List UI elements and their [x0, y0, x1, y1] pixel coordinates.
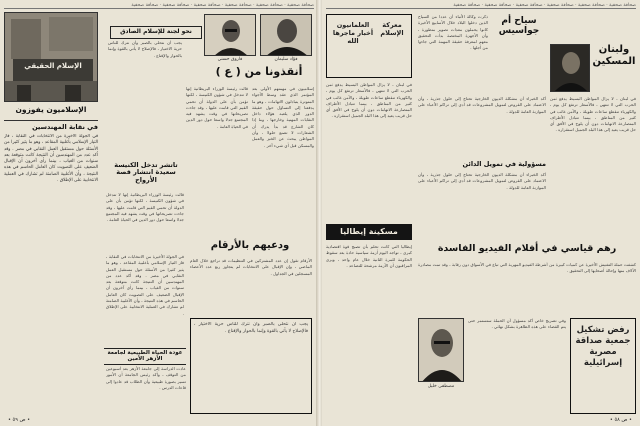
quote-box-text: يجب أن نتحلى بالصبر وأن نترك للناس حرية الاختيار ، فالإصلاح لا يأتي بالقوة وإنما بالحوار والإقناع .: [194, 322, 308, 334]
azhar-headline: عودة الحياة الطبيعية لجامعة الأزهر الأمين: [104, 348, 186, 365]
islam-battle-box: [326, 14, 412, 78]
intro-column: يجب أن نتحلى بالصبر وأن نترك للناس حرية الاختيار ، فالإصلاح لا يأتي بالقوة وإنما بالحوار والإقناع .: [108, 40, 182, 58]
islam-box-headline: العلمانيون أخبار ماجرها الله: [332, 21, 374, 45]
portrait-fouad-caption: فؤاد سليمان: [274, 57, 298, 62]
person-portrait-icon: [205, 15, 256, 56]
person-portrait-icon: [261, 15, 312, 56]
left-page: [0, 0, 318, 426]
running-head-right: صحافة صحفية · صحافة صحفية · صحافة صحفية · صحافة صحفية · صحافة صحفية · صحافة صحفية: [326, 2, 636, 9]
video-films-text: كشفت حملة التفتيش الأخيرة عن كميات كبيرة من أشرطة الفيديو المهربة التي تباع في الأسواق دون رقابة ، وقد تمت مصادرة الآلاف منها وإحالة أصحابها إلى التحقيق .: [418, 262, 636, 274]
mustafa-khalil-portrait: [418, 318, 464, 382]
portrait-farouk: [204, 14, 256, 56]
lead-headline: أنقذونا من ( ع ): [215, 65, 303, 78]
street-photo: [4, 12, 98, 102]
italy-headline: مسكينة إيطاليا: [326, 224, 412, 240]
italy-text: إيطاليا التي كانت تحلم بأن تصبح قوة اقتصادية كبرى ، تواجه اليوم أزمة سياسية حادة بعد سقوط الحكومة للمرة الثانية خلال عام واحد ، ويرى المراقبون أن الأزمة مرشحة للتصاعد .: [326, 244, 412, 268]
thatcher-text: قالت رئيسة الوزراء البريطانية إنها لا تتدخل في شؤون الكنيسة ، لكنها تؤمن بأن على الدولة أن تحمي القيم التي قامت عليها ، وقد جاءت تصريحاتها في وقت يشهد فيه المجتمع جدلا واسعا حول دور الدين في الحياة العامة .: [106, 192, 184, 223]
video-films-headline: رهم قياسي في أفلام الفيديو الفاسدة: [437, 243, 617, 254]
thatcher-headline: تاتشر تدخل الكنيسة سعيدة انتشار قصة الأرواح: [114, 161, 178, 184]
portrait-farouk-caption: فاروق حسني: [217, 57, 243, 62]
numbers-headline: ودعيهم بالأرقام: [210, 240, 290, 251]
lebanon-portrait: [550, 44, 590, 92]
lebanon-headline: ولبنان المسكين: [592, 44, 636, 67]
folio-right: • ص ٥٨ •: [609, 417, 632, 423]
lebanon-text: في لبنان ، لا يزال المواطن البسيط يدفع ثمن الحرب التي لا تنتهي ، فالأسعار ترتفع كل يوم ، والكهرباء تنقطع ساعات طويلة ، والأمن غائب في كثير من المناطق ، بينما تتبادل الأطراف المتصارعة الاتهامات دون أن يلوح في الأفق أي حل قريب يعيد إلى هذا البلد الجميل استقراره .: [550, 96, 636, 133]
running-head-left: صحافة صحفية · صحافة صحفية · صحافة صحفية · صحافة صحفية · صحافة صحفية · صحافة صحفية: [4, 2, 314, 9]
spies-continued-text: أكد الخبراء أن مشكلة الديون الخارجية تحتاج إلى حلول جذرية ، وأن الاعتماد على القروض لتمويل المشروعات قد أدى إلى تراكم الأعباء على الموازنة العامة للدولة .: [418, 96, 546, 114]
divider: [4, 120, 98, 121]
israel-friendship-box: [570, 318, 636, 414]
islam-box-title: معركة الإسلام: [380, 21, 404, 37]
person-portrait-icon: [551, 45, 590, 92]
quote-box: [190, 318, 312, 414]
azhar-text: عادت الدراسة إلى جامعة الأزهر بعد أسبوعين من التوقف ، وأكد رئيس الجامعة أن الأمور تسير بصورة طبيعية وأن الطلاب قد عادوا إلى قاعات الدرس .: [106, 366, 186, 390]
folio-left: • ص ٥٩ •: [8, 417, 31, 423]
islam-article-text: في لبنان ، لا يزال المواطن البسيط يدفع ثمن الحرب التي لا تنتهي ، فالأسعار ترتفع كل يوم ، والكهرباء تنقطع ساعات طويلة ، والأمن غائب في كثير من المناطق ، بينما تتبادل الأطراف المتصارعة الاتهامات دون أن يلوح في الأفق أي حل قريب يعيد إلى هذا البلد الجميل استقراره .: [326, 82, 412, 119]
numbers-text: الأرقام تقول إن عدد المشتركين في التنظيمات قد تراجع خلال العام الماضي ، وإن الإقبال على الانتخابات لم يتجاوز ربع عدد الأعضاء المسجلين في الجداول .: [190, 258, 312, 276]
mustafa-khalil-caption: مصطفى خليل: [427, 384, 455, 389]
israel-friendship-headline: رفض تشكيل جمعية صداقة مصرية إسرائيلية: [575, 325, 631, 368]
finance-subhead: مسؤولية في تمويل الدائن: [462, 160, 546, 168]
spies-headline: سياح أم جواسيس: [498, 16, 540, 37]
portrait-fouad: [260, 14, 312, 56]
islamists-win-text: في الجولة الأخيرة من الانتخابات في النقابة ، فاز التيار الإسلامي بأغلبية المقاعد ، وهو ما يثير كثيرا من الأسئلة حول مستقبل العمل النقابي في مصر . وقد أكد عدد من المهندسين أن النتيجة كانت متوقعة بعد سنوات من الغياب ، بينما رأى آخرون أن الإقبال الضعيف على التصويت كان العامل الحاسم في هذه النتيجة ، وأن الأغلبية الصامتة لم تشارك في العملية الانتخابية على الإطلاق .: [4, 134, 98, 184]
lead-article-text-2: قالت رئيسة الوزراء البريطانية إنها لا تتدخل في شؤون الكنيسة ، لكنها تؤمن بأن على الدولة أن تحمي القيم التي قامت عليها ، وقد جاءت تصريحاتها في وقت يشهد فيه المجتمع جدلا واسعا حول دور الدين في الحياة العامة .: [186, 86, 248, 129]
building-illustration: [5, 13, 98, 102]
lead-article-text-1: إسلاميون في مهمتهم الأولى بعد المؤتمر الذي عقد وسط الأجواء المتوترة يتبادلون الاتهامات ، وهو ما يدفعنا إلى التساؤل حول حقيقة الدور الذي يلعبه هؤلاء داخل النقابات المهنية وخارجها ، وما إذا كان الشارع قد بدأ يدرك أن الشعارات لا تصنع حلولا ، وأن المواطن يبحث عن الخبز والعمل والمسكن قبل أي شيء آخر .: [252, 86, 314, 148]
person-portrait-icon: [419, 319, 464, 382]
islamists-win-subhead: في نقابة المهندسين: [32, 123, 98, 131]
right-page: [322, 0, 640, 426]
street-sign-text: الإسلام الحقيقي: [24, 62, 82, 70]
slogan-headline: نحو لجنة للإسلام الصادق: [110, 26, 202, 39]
closing-text: وفي تصريح خاص أكد مسؤول أن الحملة ستستمر حتى يتم القضاء على هذه الظاهرة بشكل نهائي .: [468, 318, 566, 330]
spies-text: ذكرت وكالة الأنباء أن عددا من السياح الذين دخلوا البلاد خلال الأسابيع الأخيرة كانوا يحملون معدات تصوير متطورة ، وأن الأجهزة المختصة بدأت التحقيق معهم لمعرفة حقيقة المهمة التي جاءوا من أجلها .: [418, 14, 488, 51]
islamists-win-headline: الإسلاميون يفوزون: [15, 105, 87, 114]
finance-text: أكد الخبراء أن مشكلة الديون الخارجية تحتاج إلى حلول جذرية ، وأن الاعتماد على القروض لتمويل المشروعات قد أدى إلى تراكم الأعباء على الموازنة العامة للدولة .: [418, 172, 546, 190]
middle-column-text: في الجولة الأخيرة من الانتخابات في النقابة ، فاز التيار الإسلامي بأغلبية المقاعد ، وهو ما يثير كثيرا من الأسئلة حول مستقبل العمل النقابي في مصر . وقد أكد عدد من المهندسين أن النتيجة كانت متوقعة بعد سنوات من الغياب ، بينما رأى آخرون أن الإقبال الضعيف على التصويت كان العامل الحاسم في هذه النتيجة ، وأن الأغلبية الصامتة لم تشارك في العملية الانتخابية على الإطلاق .: [106, 254, 184, 316]
